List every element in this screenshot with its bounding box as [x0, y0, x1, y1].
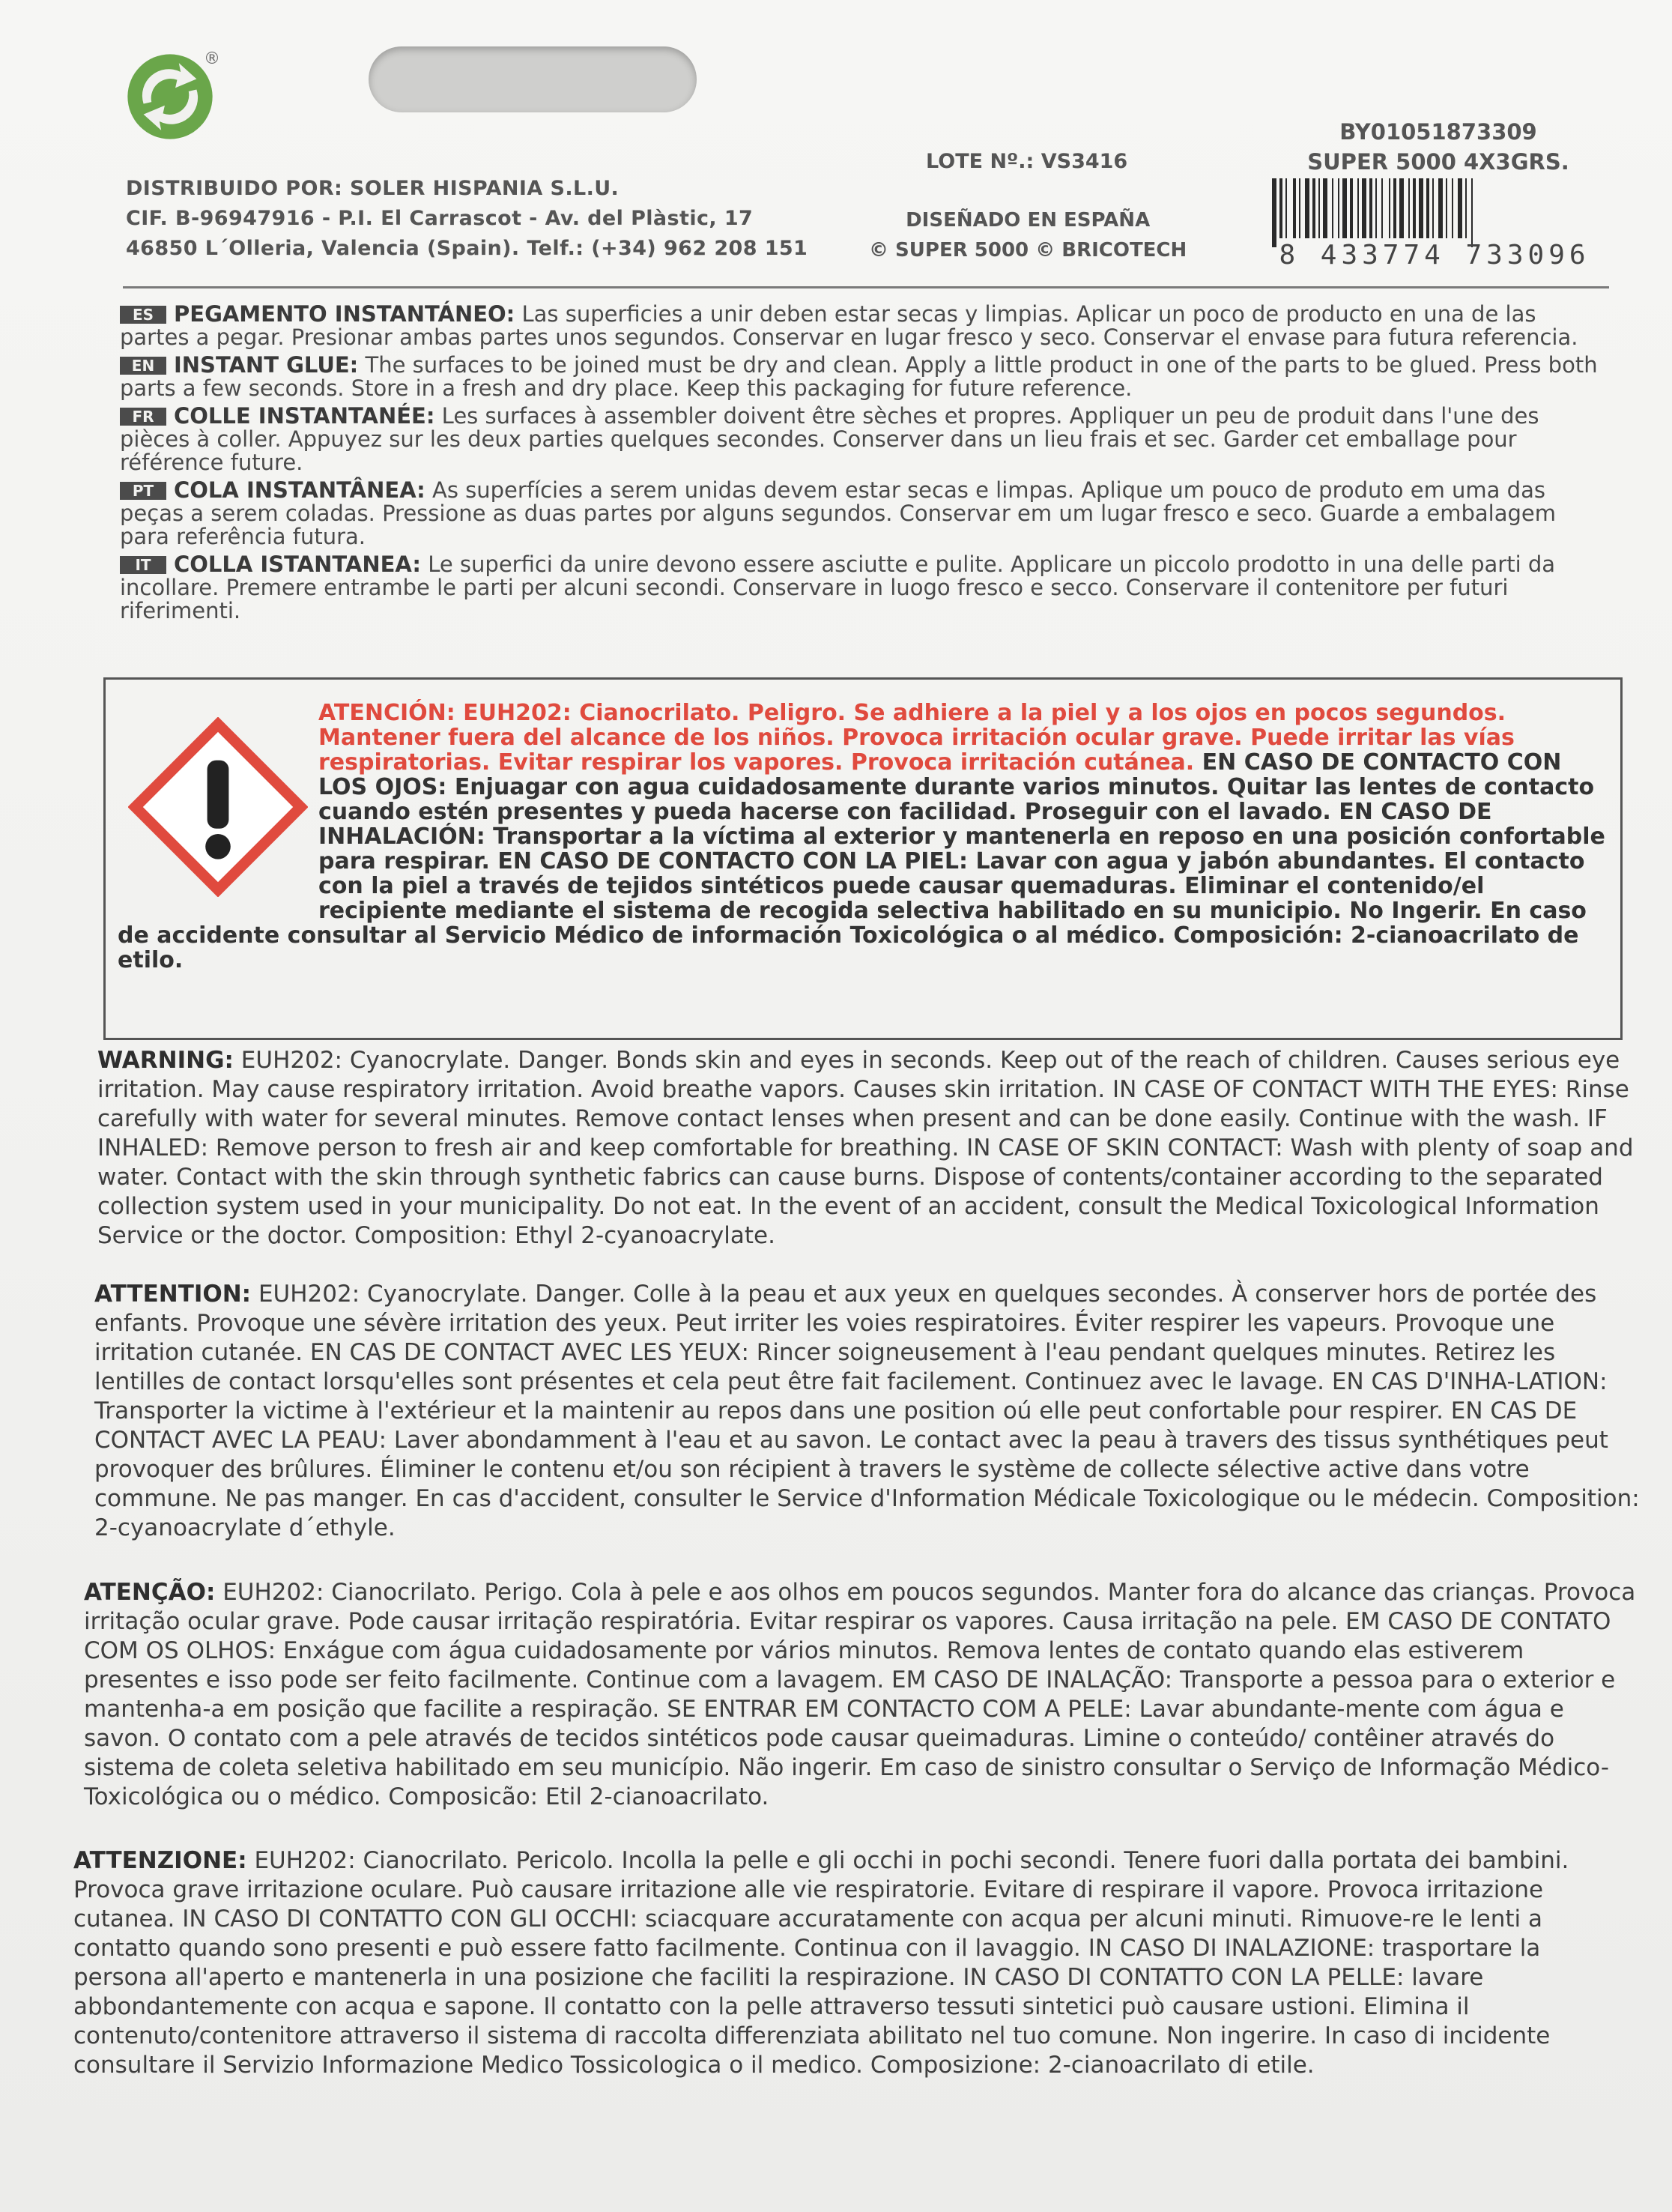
lang-tag-pt: PT [120, 482, 166, 500]
lang-tag-fr: FR [120, 408, 166, 426]
green-dot-recycle-icon [126, 52, 214, 141]
usage-instructions [120, 303, 1611, 627]
lot-number: LOTE Nº.: VS3416 [926, 150, 1128, 173]
distributor-info [126, 174, 808, 264]
origin-info [869, 205, 1187, 265]
divider [123, 286, 1609, 288]
lang-tag-es: ES [120, 306, 166, 324]
warning-text-es [118, 701, 1605, 973]
warning-en: WARNING: EUH202: Cyanocrylate. Danger. Bonds skin and eyes in seconds. Keep out of the reach of children. Causes serious eye irritation. May cause respiratory irritation. Avoid breathe vapors. Causes skin irritation. IN CASE OF CONTACT WITH THE EYES: Rinse carefully with water for several minutes. Remove contact lenses when present and can be done easily. Continue with the wash. IF INHALED: Remove person to fresh air and keep comfortable for breathing. IN CASE OF SKIN CONTACT: Wash with plenty of soap and water. Contact with the skin through synthetic fabrics can cause burns. Dispose of contents/container according to the separated collection system used in your municipality. Do not eat. In the event of an accident, consult the Medical Toxicological Information Service or the doctor. Composition: Ethyl 2-cyanoacrylate. [97, 1047, 1634, 1249]
product-code: BY01051873309 [1339, 119, 1537, 145]
lang-paragraph-pt: PT COLA INSTANTÂNEA: As superfícies a serem unidas devem estar secas e limpas. Aplique um pouco de produto em uma das peças a serem coladas. Pressione as duas partes por alguns segundos. Conservar em um lugar fresco e seco. Guarde a embalagem para referência futura. [120, 477, 1556, 549]
lang-paragraph-es: ES PEGAMENTO INSTANTÁNEO: Las superficies a unir deben estar secas y limpias. Aplicar un poco de producto en una de las partes a pegar. Presionar ambas partes unos segundos. Conservar en lugar fresco y seco. Conservar el envase para futura referencia. [120, 301, 1578, 350]
lang-paragraph-it: IT COLLA ISTANTANEA: Le superfici da unire devono essere asciutte e pulite. Applicare un piccolo prodotto in una delle parti da incollare. Premere entrambe le parti per alcuni secondi. Conservare in luogo fresco e secco. Conservare il contenitore per futuri riferimenti. [120, 552, 1556, 623]
product-info [1288, 117, 1588, 177]
barcode-digits: 8 433774 733096 [1279, 240, 1590, 268]
product-name: SUPER 5000 4X3GRS. [1307, 149, 1569, 175]
warning-first-aid-text: EN CASO DE CONTACTO CON LOS OJOS: Enjuagar con agua cuidadosamente durante varios minutos. Quitar las lentes de contacto cuando estén presentes y pueda hacerse con facilidad. Proseguir con el lavado. EN CASO DE INHALACIÓN: Transportar a la víctima al exterior y mantenerla en reposo en una posición confortable para respirar. EN CASO DE CONTACTO CON LA PIEL: Lavar con agua y jabón abundantes. El contacto con la piel a través de tejidos sintéticos puede causar quemaduras. Eliminar el contenido/el recipiente mediante el sistema de recogida selectiva habilitado en su municipio. No Ingerir. En caso de accidente consultar al Servicio Médico de información Toxicológica o al médico. Composición: 2-cianoacrilato de etilo. [118, 749, 1605, 973]
lang-paragraph-en: EN INSTANT GLUE: The surfaces to be joined must be dry and clean. Apply a little product in one of the parts to be glued. Press both parts a few seconds. Store in a fresh and dry place. Keep this packaging for future reference. [120, 352, 1598, 401]
lang-paragraph-fr: FR COLLE INSTANTANÉE: Les surfaces à assembler doivent être sèches et propres. Appliquer un peu de produit dans l'une des pièces à coller. Appuyez sur les deux parties quelques secondes. Conserver dans un lieu frais et sec. Garder cet emballage pour référence future. [120, 403, 1539, 475]
distributor-line: DISTRIBUIDO POR: SOLER HISPANIA S.L.U. [126, 177, 620, 200]
hazard-warning-box [103, 677, 1623, 1040]
warning-pt: ATENÇÃO: EUH202: Cianocrilato. Perigo. Cola à pele e aos olhos em poucos segundos. Manter fora do alcance das crianças. Provoca irritação ocular grave. Pode causar irritação respiratória. Evitar respirar os vapores. Causa irritação na pele. EM CASO DE CONTATO COM OS OLHOS: Enxágue com água cuidadosamente por vários minutos. Remova lentes de contato quando elas estiverem presentes e isso pode ser feito facilmente. Continue com a lavagem. EM CASO DE INALAÇÃO: Transporte a pessoa para o exterior e mantenha-a em posição que facilite a respiração. SE ENTRAR EM CONTACTO COM A PELE: Lavar abundante-mente com água e savon. O contato com a pele através de tecidos sintéticos pode causar queimaduras. Limine o conteúdo/ contêiner através do sistema de coleta seletiva habilitado em seu município. Não ingerir. Em caso de sinistro consultar o Serviço de Informação Médico-Toxicológica ou o médico. Composicão: Etil 2-cianoacrilato. [84, 1579, 1636, 1810]
registered-mark: ® [204, 49, 220, 68]
distributor-line: CIF. B-96947916 - P.I. El Carrascot - Av. del Plàstic, 17 [126, 207, 754, 230]
designed-in: DISEÑADO EN ESPAÑA [906, 209, 1151, 232]
barcode [1266, 178, 1603, 268]
warning-it: ATTENZIONE: EUH202: Cianocrilato. Pericolo. Incolla la pelle e gli occhi in pochi secondi. Tenere fuori dalla portata dei bambini. Provoca grave irritazione oculare. Può causare irritazione alle vie respiratorie. Evitare di respirare il vapore. Provoca irritazione cutanea. IN CASO DI CONTATTO CON GLI OCCHI: sciacquare accuratamente con acqua per alcuni minuti. Rimuove-re le lenti a contatto quando sono presenti e può essere fatto facilmente. Continua con il lavaggio. IN CASO DI INALAZIONE: trasportare la persona all'aperto e mantenerla in una posizione che faciliti la respirazione. IN CASO DI CONTATTO CON LA PELLE: lavare abbondantemente con acqua e sapone. Il contatto con la pelle attraverso tessuti sintetici può causare ustioni. Elimina il contenuto/contenitore attraverso il sistema di raccolta differenziata abilitato nel tuo comune. Non ingerire. In caso di incidente consultare il Servizio Informazione Medico Tossicologica o il medico. Composizione: 2-cianoacrilato di etile. [73, 1847, 1569, 2079]
warning-danger-text: ATENCIÓN: EUH202: Cianocrilato. Peligro. Se adhiere a la piel y a los ojos en pocos segundos. Mantener fuera del alcance de los niños. Provoca irritación ocular grave. Puede irritar las vías respiratorias. Evitar respirar los vapores. Provoca irritación cutánea. [318, 700, 1515, 776]
distributor-line: 46850 L´Olleria, Valencia (Spain). Telf.: (+34) 962 208 151 [126, 237, 808, 260]
warning-fr: ATTENTION: EUH202: Cyanocrylate. Danger. Colle à la peau et aux yeux en quelques secondes. À conserver hors de portée des enfants. Provoque une sévère irritation des yeux. Peut irriter les voies respiratoires. Éviter respirer les vapeurs. Provoque une irritation cutanée. EN CAS DE CONTACT AVEC LES YEUX: Rincer soigneusement à l'eau pendant quelques minutes. Retirez les lentilles de contact lorsqu'elles sont présentes et cela peut être fait facilement. Continuez avec le lavage. EN CAS D'INHA-LATION: Transporter la victime à l'extérieur et la maintenir au repos dans une position oú elle peut confortable pour respirer. EN CAS DE CONTACT AVEC LA PEAU: Laver abondamment à l'eau et au savon. Le contact avec la peau à travers des tissus synthétiques peut provoquer des brûlures. Éliminer le contenu et/ou son récipient à travers le système de collecte sélective active dans votre commune. Ne pas manger. En cas d'accident, consulter le Service d'Information Médicale Toxicologique ou le médecin. Composition: 2-cyanoacrylate d´ethyle. [94, 1281, 1640, 1541]
lang-tag-en: EN [120, 357, 166, 375]
hanger-hole [369, 46, 697, 112]
lang-tag-it: IT [120, 556, 166, 574]
copyright: © SUPER 5000 © BRICOTECH [869, 239, 1187, 262]
